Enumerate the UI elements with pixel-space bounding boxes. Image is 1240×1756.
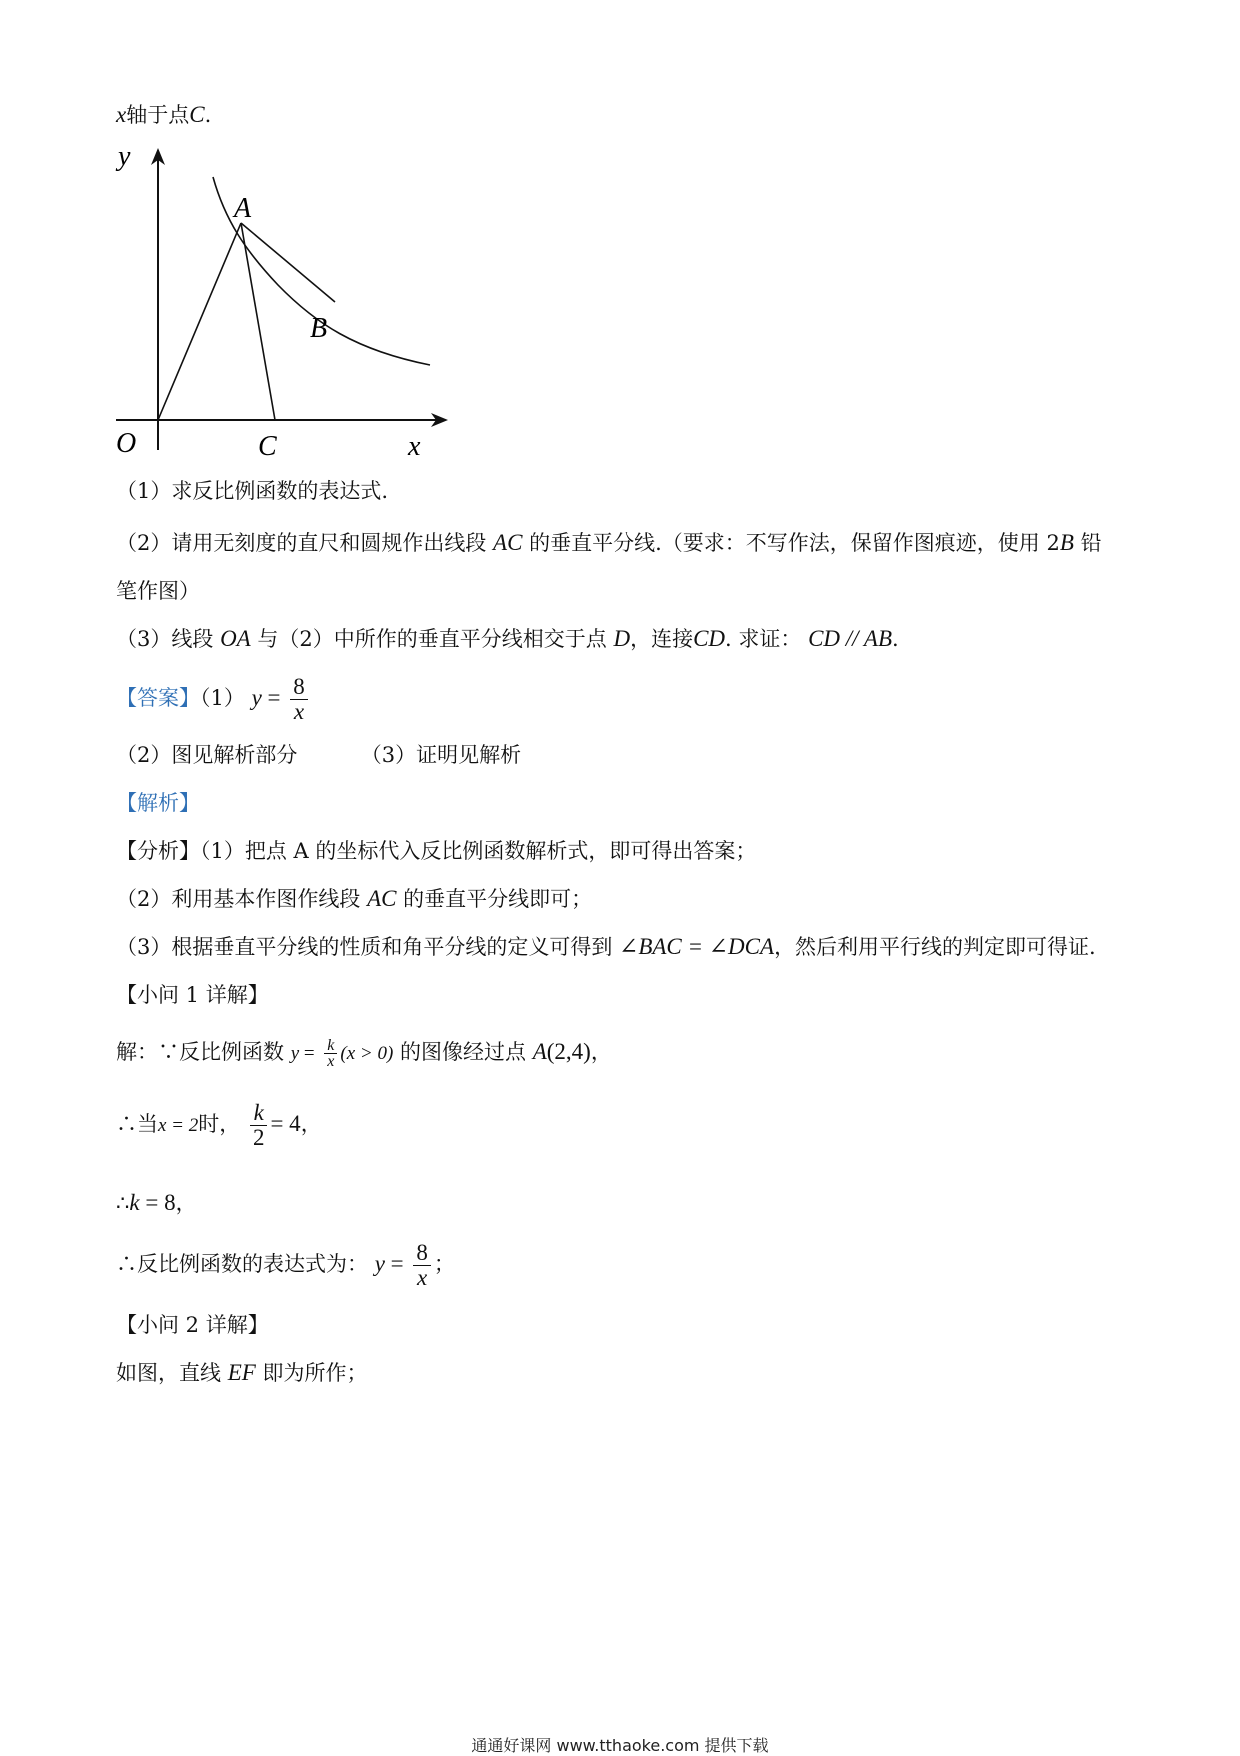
question-3-text-c: ，连接: [630, 627, 694, 651]
solution-4-text-c: ；: [433, 1252, 455, 1276]
solution-2-x: x = 2: [158, 1115, 199, 1136]
question-3-expr: CD // AB: [808, 626, 893, 651]
question-2-text-b: 的垂直平分线.（要求：不写作法，保留作图痕迹，使用 2: [529, 531, 1060, 555]
intro-point: C: [189, 102, 205, 127]
solution-4-num: 8: [413, 1241, 431, 1266]
answer-part-2: （2）图见解析部分: [116, 743, 298, 767]
solution-3-k: k: [129, 1190, 140, 1215]
analysis-line-2: [116, 884, 592, 914]
intro-x: x: [116, 102, 127, 127]
solution-1-text-c: ，: [590, 1040, 612, 1064]
page-footer: 通通好课网 www.tthaoke.com 提供下载: [471, 1736, 769, 1755]
question-3: [116, 624, 899, 654]
analysis-angle-expr: ∠BAC = ∠DCA: [619, 934, 775, 959]
question-3-text-a: （3）线段: [116, 627, 214, 651]
solution-4-y: y: [374, 1251, 385, 1276]
solution-heading-2-text: 【小问 2 详解】: [116, 1313, 269, 1337]
solution-line-5: [116, 1358, 367, 1388]
solution-2-text-a: ∴当: [116, 1112, 158, 1136]
solution-line-3: [116, 1188, 197, 1218]
question-1: [116, 476, 388, 506]
question-2-text-c: 铅: [1080, 531, 1102, 555]
solution-1-condition: (x > 0): [340, 1043, 394, 1064]
question-2: [116, 528, 1102, 558]
solution-1-y: y: [290, 1043, 300, 1064]
answer-part-1: （1）: [200, 686, 245, 710]
question-1-text: （1）求反比例函数的表达式.: [116, 479, 389, 503]
solution-3-text-a: ∴: [116, 1191, 130, 1215]
solution-4-eq: =: [384, 1251, 404, 1276]
solution-1-A: A: [532, 1039, 547, 1064]
answer-eq: =: [261, 685, 281, 710]
solution-2-text-c: ，: [300, 1112, 322, 1136]
answer-part-3: （3）证明见解析: [360, 743, 522, 767]
question-2-cont: [116, 576, 200, 606]
solution-2-den: 2: [252, 1125, 265, 1150]
question-3-OA: OA: [220, 626, 251, 651]
analysis-text-3b: ，然后利用平行线的判定即可得证.: [774, 935, 1096, 959]
solution-1-fraction: [324, 1038, 337, 1069]
label-A: A: [234, 193, 252, 224]
solution-1-text-b: 的图像经过点: [400, 1040, 526, 1064]
analysis-tag-line: [116, 788, 200, 818]
question-3-D: D: [613, 626, 631, 651]
solution-2-text-b: 时，: [198, 1112, 241, 1136]
solution-heading-1: [116, 980, 269, 1010]
question-3-text-b: 与（2）中所作的垂直平分线相交于点: [257, 627, 607, 651]
analysis-text-1: 【分析】（1）把点 A 的坐标代入反比例函数解析式，即可得出答案；: [116, 839, 757, 863]
figure-graph: [110, 145, 450, 465]
question-3-text-d: . 求证：: [725, 627, 802, 651]
solution-1-num: k: [324, 1038, 337, 1054]
answer-line-2: [116, 740, 521, 770]
segment-OA: [158, 223, 241, 420]
intro-text: 轴于点: [126, 103, 190, 127]
question-2-B: B: [1059, 530, 1074, 555]
solution-line-1: [116, 1030, 612, 1076]
solution-1-text-a: 解：∵反比例函数: [116, 1040, 284, 1064]
intro-line: [116, 100, 211, 130]
intro-end: .: [204, 103, 212, 127]
solution-5-text-a: 如图，直线: [116, 1361, 221, 1385]
analysis-text-2b: 的垂直平分线即可；: [403, 887, 593, 911]
analysis-text-2a: （2）利用基本作图作线段: [116, 887, 361, 911]
segment-AC: [241, 223, 275, 420]
solution-2-fraction: [250, 1101, 268, 1150]
analysis-tag: 【解析】: [116, 791, 200, 815]
answer-line: [116, 670, 311, 726]
analysis-line-1: [116, 836, 756, 866]
question-2-text-d: 笔作图）: [116, 579, 200, 603]
question-2-text-a: （2）请用无刻度的直尺和圆规作出线段: [116, 531, 487, 555]
label-x: x: [408, 431, 421, 462]
answer-fraction: [290, 675, 308, 724]
answer-den: x: [293, 699, 305, 724]
solution-heading-1-text: 【小问 1 详解】: [116, 983, 269, 1007]
solution-1-den: x: [327, 1053, 335, 1070]
answer-y: y: [251, 685, 262, 710]
solution-heading-2: [116, 1310, 269, 1340]
label-B: B: [310, 313, 328, 344]
solution-2-num: k: [250, 1101, 268, 1126]
label-y: y: [118, 145, 131, 172]
solution-5-text-b: 即为所作；: [262, 1361, 368, 1385]
solution-line-2: [116, 1096, 322, 1154]
solution-line-4: [116, 1236, 455, 1292]
question-2-var: AC: [493, 530, 523, 555]
analysis-var-AC: AC: [367, 886, 397, 911]
label-C: C: [258, 431, 277, 462]
solution-1-point: (2,4): [546, 1039, 591, 1064]
analysis-line-3: [116, 932, 1096, 962]
solution-4-text-a: ∴反比例函数的表达式为：: [116, 1252, 368, 1276]
solution-4-fraction: [413, 1241, 431, 1290]
solution-5-EF: EF: [227, 1360, 256, 1385]
solution-3-text-c: ，: [175, 1191, 197, 1215]
question-3-text-e: .: [892, 627, 899, 651]
solution-3-eq: = 8: [139, 1190, 176, 1215]
solution-2-eq: = 4: [270, 1111, 301, 1136]
answer-tag: 【答案】: [116, 686, 200, 710]
segment-AB: [241, 223, 335, 302]
answer-num: 8: [290, 675, 308, 700]
analysis-text-3a: （3）根据垂直平分线的性质和角平分线的定义可得到: [116, 935, 613, 959]
solution-4-den: x: [416, 1265, 428, 1290]
solution-1-eq: =: [299, 1043, 315, 1064]
label-O: O: [116, 428, 137, 459]
question-3-CD: CD: [693, 626, 726, 651]
